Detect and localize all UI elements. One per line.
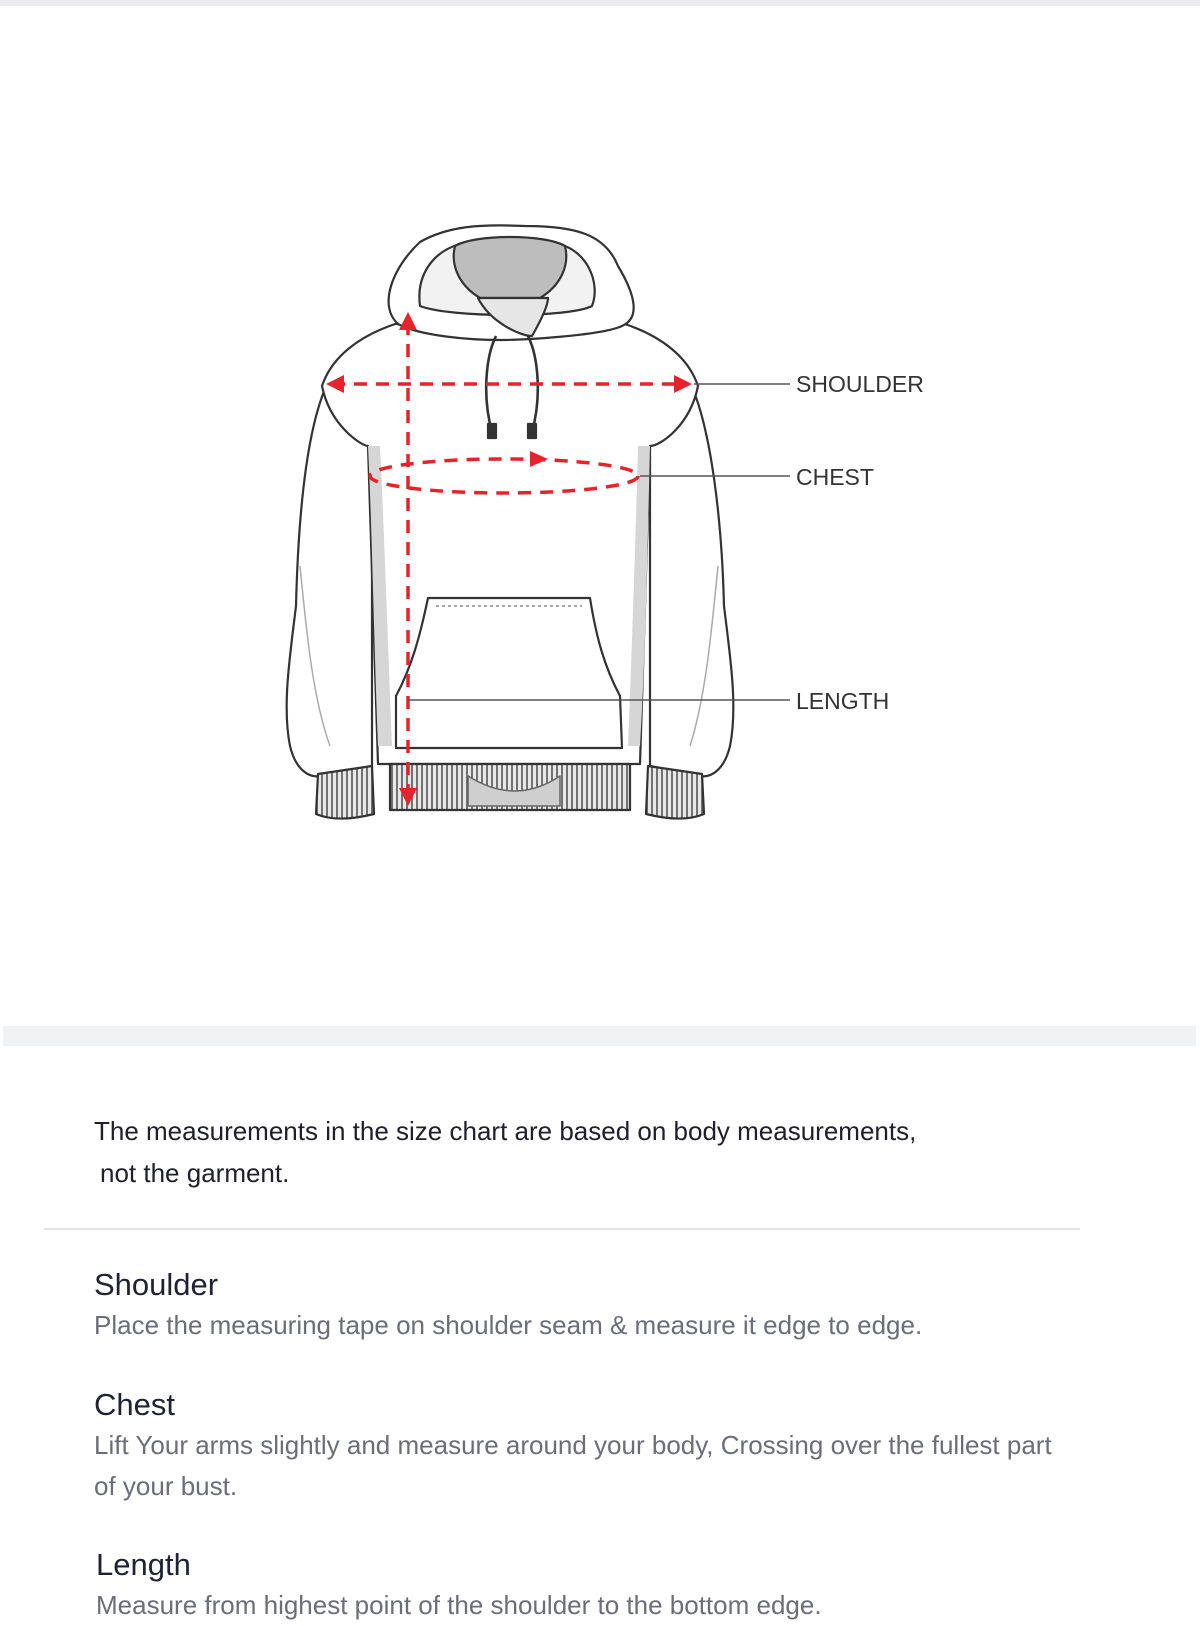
measurement-note-line1: The measurements in the size chart are based on body measurements, [94, 1116, 917, 1146]
shoulder-label: SHOULDER [796, 371, 924, 397]
measurement-figure [0, 6, 1200, 1026]
length-section [96, 1545, 1076, 1626]
section-divider [3, 1026, 1196, 1046]
hoodie-illustration [287, 225, 734, 818]
length-title: Length [96, 1547, 191, 1582]
hoodie-measurement-diagram [0, 6, 1200, 1026]
shoulder-description: Place the measuring tape on shoulder seam & measure it edge to edge. [94, 1310, 923, 1340]
chest-section [94, 1385, 1074, 1507]
chest-label: CHEST [796, 464, 874, 490]
shoulder-section [94, 1265, 1074, 1346]
length-label: LENGTH [796, 688, 890, 714]
shoulder-title: Shoulder [94, 1267, 219, 1302]
measurement-note-line2: not the garment. [100, 1158, 290, 1188]
chest-title: Chest [94, 1387, 175, 1422]
chest-description: Lift Your arms slightly and measure around your body, Crossing over the fullest part of your bust. [94, 1430, 1052, 1501]
length-description: Measure from highest point of the shoulder to the bottom edge. [96, 1590, 822, 1620]
horizontal-rule [44, 1228, 1080, 1230]
measurement-note [94, 1110, 994, 1194]
